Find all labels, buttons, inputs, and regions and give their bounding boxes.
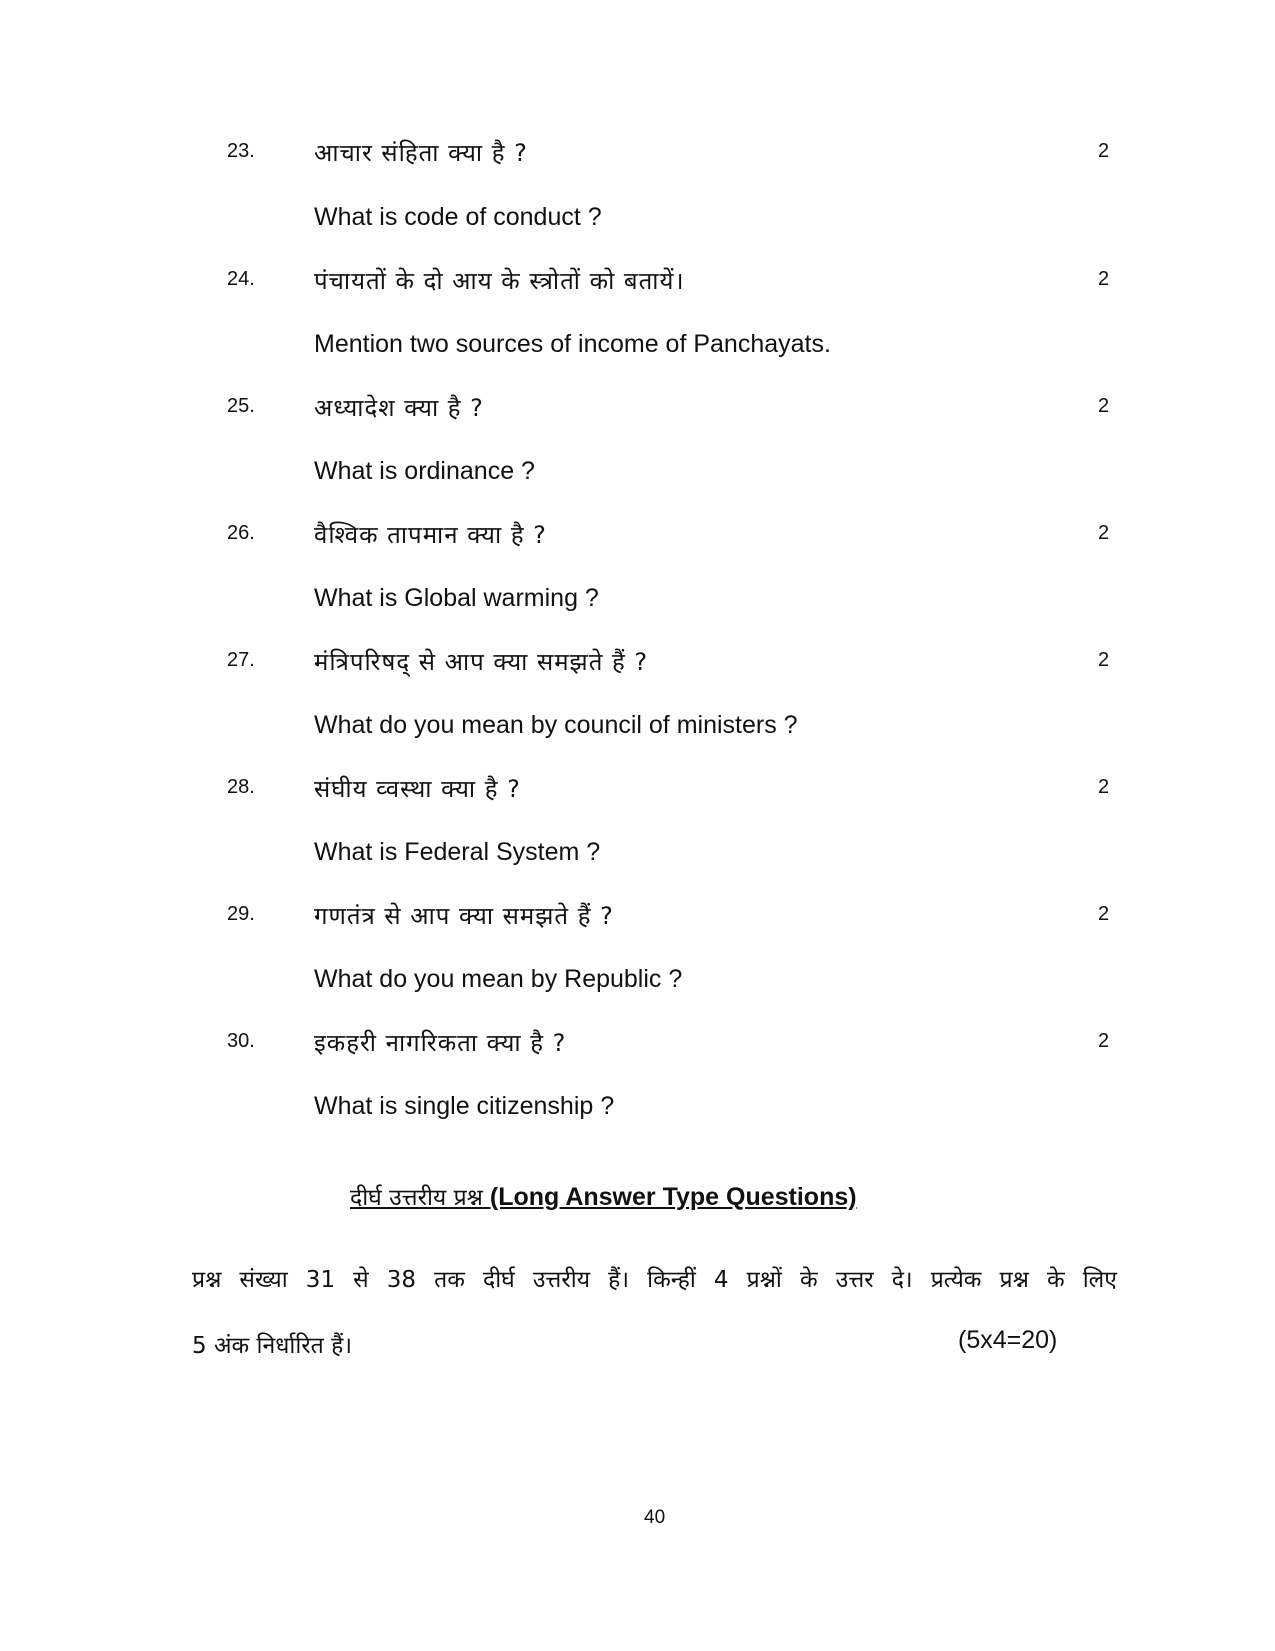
question-english: What is Federal System ? (314, 838, 601, 866)
question-english: What do you mean by council of ministers ? (314, 711, 798, 739)
question-number: 29. (227, 903, 255, 925)
section-heading-english: (Long Answer Type Questions) (489, 1183, 857, 1211)
question-marks: 2 (1098, 649, 1110, 671)
question-english: What is code of conduct ? (314, 203, 602, 231)
section-heading-hindi: दीर्घ उत्तरीय प्रश्न (350, 1185, 483, 1211)
question-number: 26. (227, 522, 255, 544)
question-hindi: वैश्विक तापमान क्या है ? (314, 521, 547, 549)
question-number: 25. (227, 395, 255, 417)
question-number: 30. (227, 1030, 255, 1052)
question-marks: 2 (1098, 1030, 1110, 1052)
question-hindi: इकहरी नागरिकता क्या है ? (314, 1029, 567, 1057)
question-english: What is Global warming ? (314, 584, 599, 612)
question-hindi: गणतंत्र से आप क्या समझते हैं ? (314, 902, 614, 930)
question-hindi: संघीय व्वस्था क्या है ? (314, 775, 521, 803)
question-marks: 2 (1098, 522, 1110, 544)
question-marks: 2 (1098, 395, 1110, 417)
question-english: Mention two sources of income of Panchayats. (314, 330, 831, 358)
question-marks: 2 (1098, 140, 1110, 162)
question-number: 24. (227, 268, 255, 290)
question-number: 23. (227, 140, 255, 162)
question-hindi: आचार संहिता क्या है ? (314, 139, 528, 167)
question-english: What is single citizenship ? (314, 1092, 615, 1120)
question-number: 28. (227, 776, 255, 798)
question-english: What is ordinance ? (314, 457, 535, 485)
section-marks-total: (5x4=20) (958, 1326, 1058, 1354)
page-number: 40 (644, 1507, 666, 1528)
section-instruction-line-2: 5 अंक निर्धारित हैं। (192, 1333, 353, 1359)
question-hindi: मंत्रिपरिषद् से आप क्या समझते हैं ? (314, 648, 649, 676)
question-hindi: पंचायतों के दो आय के स्त्रोतों को बतायें। (314, 267, 685, 295)
question-marks: 2 (1098, 268, 1110, 290)
question-english: What do you mean by Republic ? (314, 965, 683, 993)
question-hindi: अध्यादेश क्या है ? (314, 394, 484, 422)
question-marks: 2 (1098, 776, 1110, 798)
section-heading (350, 1180, 857, 1212)
section-instruction-line-1: प्रश्न संख्या 31 से 38 तक दीर्घ उत्तरीय हैं। किन्हीं 4 प्रश्नों के उत्तर दे। प्रत्येक प्रश्न के लिए (192, 1267, 1117, 1293)
question-marks: 2 (1098, 903, 1110, 925)
question-number: 27. (227, 649, 255, 671)
